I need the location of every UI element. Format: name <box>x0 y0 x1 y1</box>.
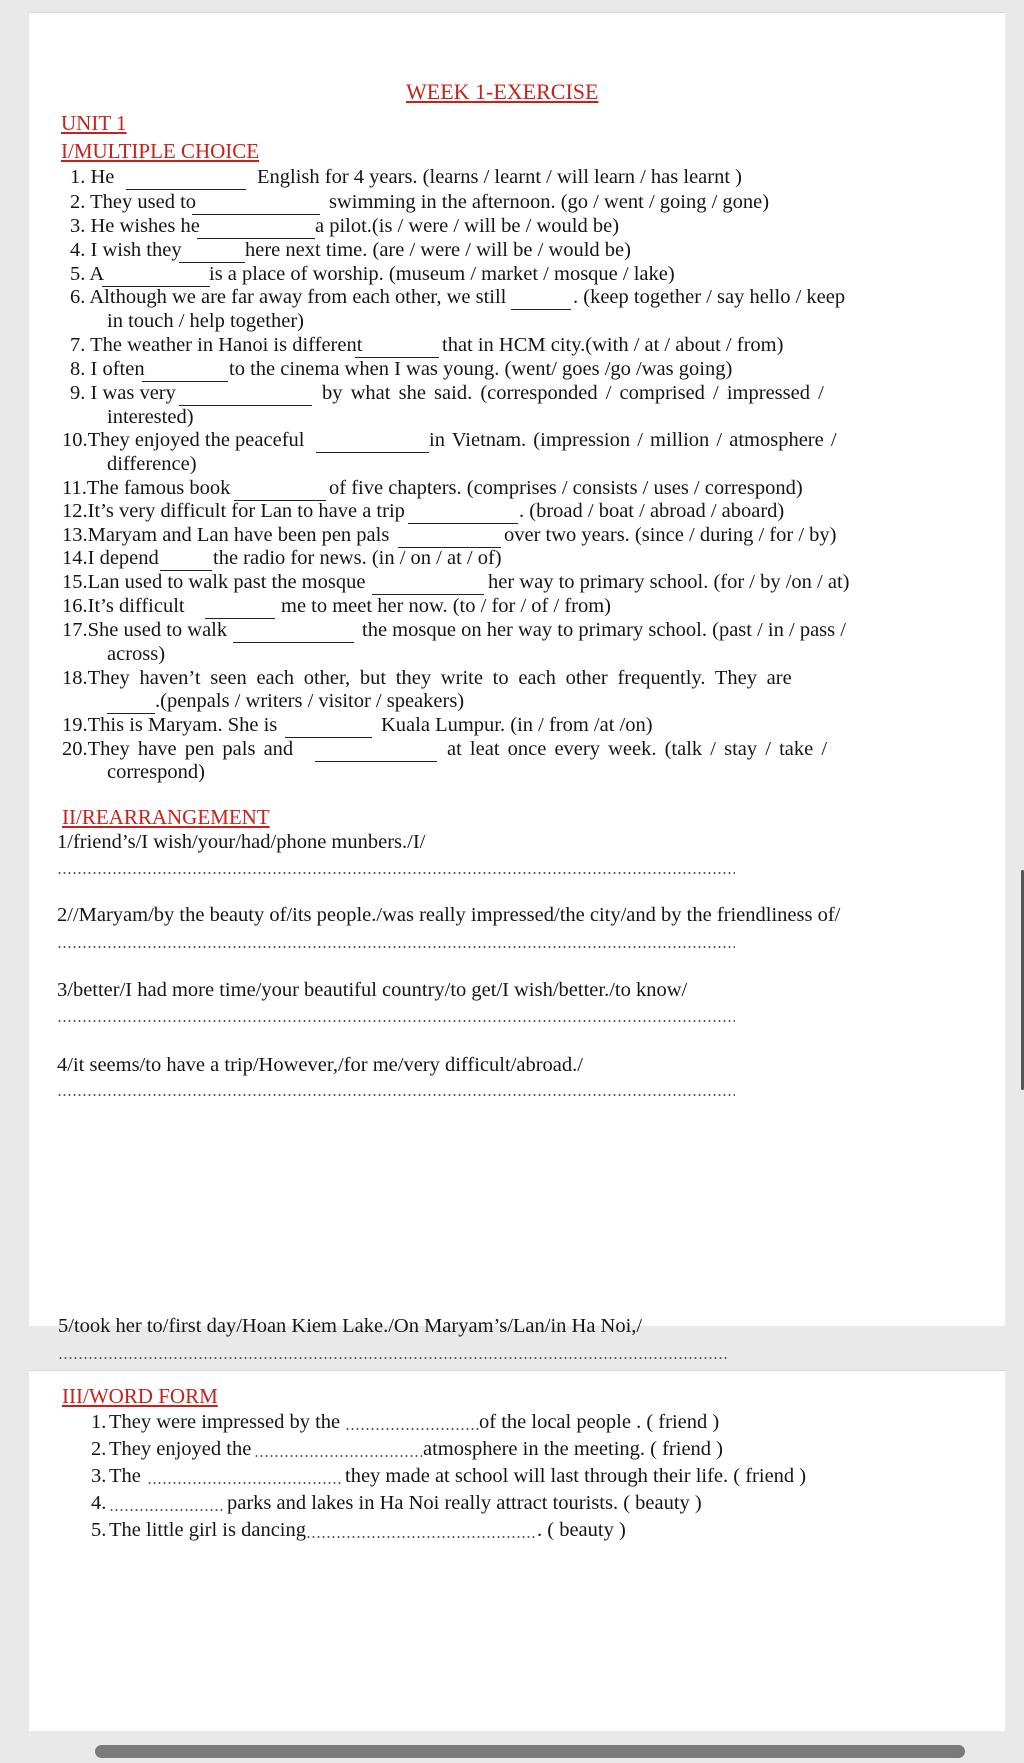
word-form-5-number: 5. <box>91 1519 107 1541</box>
question-10-stem: 10.They enjoyed the peaceful <box>62 429 305 451</box>
question-8-stem: 8. I often <box>70 358 145 380</box>
word-form-2-rest: atmosphere in the meeting. ( friend ) <box>423 1438 723 1460</box>
question-18-stem: 18.They haven’t seen each other, but they write to each other frequently. They are <box>62 667 792 689</box>
question-9-options: by what she said. (corresponded / comprised / impressed / <box>322 382 824 404</box>
word-form-3-stem: The <box>109 1465 141 1487</box>
question-9-stem: 9. I was very <box>70 382 176 404</box>
word-form-3-blank <box>147 1482 343 1484</box>
rearrange-item-1: 1/friend’s/I wish/your/had/phone munbers./I/ <box>57 831 426 853</box>
question-14-stem: 14.I depend <box>62 547 159 569</box>
question-20-blank <box>315 743 437 762</box>
question-5-stem: 5. A <box>70 263 105 285</box>
word-form-2-blank <box>254 1455 422 1457</box>
question-20-options: at leat once every week. (talk / stay / take / <box>447 738 828 760</box>
section-multiple-choice: I/MULTIPLE CHOICE <box>61 139 260 163</box>
question-19-blank <box>285 719 372 738</box>
question-16-options: me to meet her now. (to / for / of / from) <box>281 595 611 617</box>
question-19-options: Kuala Lumpur. (in / from /at /on) <box>381 714 653 736</box>
question-15-stem: 15.Lan used to walk past the mosque <box>62 571 366 593</box>
question-4-options: here next time. (are / were / will be / would be) <box>245 239 631 261</box>
question-1-stem: 1. He <box>70 166 115 188</box>
question-12-stem: 12.It’s very difficult for Lan to have a trip <box>62 500 405 522</box>
word-form-5-blank <box>306 1536 536 1538</box>
question-11-options: of five chapters. (comprises / consists / uses / correspond) <box>329 477 803 499</box>
question-6-blank <box>511 291 571 310</box>
answer-line-2 <box>57 946 735 948</box>
word-form-3-rest: they made at school will last through their life. ( friend ) <box>345 1465 807 1487</box>
section-rearrangement: II/REARRANGEMENT <box>62 805 270 829</box>
question-7-options: that in HCM city.(with / at / about / from) <box>442 334 784 356</box>
question-6-stem: 6. Although we are far away from each other, we still <box>70 286 507 308</box>
answer-line-5 <box>58 1357 728 1359</box>
rearrange-item-3: 3/better/I had more time/your beautiful country/to get/I wish/better./to know/ <box>57 979 688 1001</box>
word-form-2-number: 2. <box>91 1438 107 1460</box>
question-17-blank <box>233 624 354 643</box>
question-8-options: to the cinema when I was young. (went/ goes /go /was going) <box>229 358 733 380</box>
question-9-options-cont: interested) <box>107 406 194 428</box>
section-word-form: III/WORD FORM <box>62 1384 218 1408</box>
question-12-blank <box>408 505 518 524</box>
word-form-1-rest: of the local people . ( friend ) <box>479 1411 720 1433</box>
question-10-blank <box>316 434 429 453</box>
question-6-options: . (keep together / say hello / keep <box>573 286 846 308</box>
word-form-4-rest: parks and lakes in Ha Noi really attract tourists. ( beauty ) <box>227 1492 702 1514</box>
rearrange-item-2: 2//Maryam/by the beauty of/its people./was really impressed/the city/and by the friendliness of/ <box>57 904 841 926</box>
question-1-options: English for 4 years. (learns / learnt / will learn / has learnt ) <box>257 166 743 188</box>
question-7-stem: 7. The weather in Hanoi is different <box>70 334 363 356</box>
question-3-stem: 3. He wishes he <box>70 215 200 237</box>
question-16-stem: 16.It’s difficult <box>62 595 185 617</box>
rearrange-item-4: 4/it seems/to have a trip/However,/for me/very difficult/abroad./ <box>57 1054 583 1076</box>
question-13-options: over two years. (since / during / for / by) <box>504 524 837 546</box>
worksheet-page-2 <box>29 1315 1005 1731</box>
question-2-options: swimming in the afternoon. (go / went / going / gone) <box>329 191 770 213</box>
answer-line-3 <box>57 1020 735 1022</box>
question-12-options: . (broad / boat / abroad / aboard) <box>519 500 785 522</box>
word-form-4-number: 4. <box>91 1492 107 1514</box>
horizontal-scrollbar[interactable] <box>95 1745 965 1758</box>
question-10-options: in Vietnam. (impression / million / atmosphere / <box>429 429 837 451</box>
question-6-options-cont: in touch / help together) <box>107 310 304 332</box>
question-14-options: the radio for news. (in / on / at / of) <box>213 547 502 569</box>
answer-line-1 <box>57 872 735 874</box>
word-form-1-blank <box>345 1428 479 1430</box>
question-3-options: a pilot.(is / were / will be / would be) <box>315 215 620 237</box>
word-form-5-rest: . ( beauty ) <box>537 1519 626 1541</box>
question-11-stem: 11.The famous book <box>62 477 231 499</box>
question-17-stem: 17.She used to walk <box>62 619 228 641</box>
question-9-blank <box>179 387 312 406</box>
worksheet-page-1 <box>29 12 1005 1326</box>
question-1-blank <box>126 171 246 190</box>
question-4-stem: 4. I wish they <box>70 239 182 261</box>
word-form-2-stem: They enjoyed the <box>109 1438 252 1460</box>
answer-line-4 <box>57 1094 735 1096</box>
question-13-stem: 13.Maryam and Lan have been pen pals <box>62 524 390 546</box>
question-20-stem: 20.They have pen pals and <box>62 738 294 760</box>
question-17-options: the mosque on her way to primary school. (past / in / pass / <box>362 619 846 641</box>
question-2-blank <box>192 196 320 215</box>
question-15-options: her way to primary school. (for / by /on / at) <box>488 571 850 593</box>
rearrange-item-5: 5/took her to/first day/Hoan Kiem Lake./On Maryam’s/Lan/in Ha Noi,/ <box>58 1315 643 1337</box>
question-5-options: is a place of worship. (museum / market / mosque / lake) <box>209 263 675 285</box>
question-10-options-cont: difference) <box>107 453 197 475</box>
word-form-1-stem: They were impressed by the <box>109 1411 341 1433</box>
question-17-options-cont: across) <box>107 643 166 665</box>
question-18-options: .(penpals / writers / visitor / speakers) <box>155 690 465 712</box>
unit-heading: UNIT 1 <box>61 111 127 135</box>
word-form-5-stem: The little girl is dancing <box>109 1519 306 1541</box>
page-title: WEEK 1-EXERCISE <box>406 79 599 104</box>
word-form-1-number: 1. <box>91 1411 107 1433</box>
question-19-stem: 19.This is Maryam. She is <box>62 714 278 736</box>
word-form-3-number: 3. <box>91 1465 107 1487</box>
question-2-stem: 2. They used to <box>70 191 197 213</box>
word-form-4-blank <box>109 1509 225 1511</box>
question-20-options-cont: correspond) <box>107 761 205 783</box>
